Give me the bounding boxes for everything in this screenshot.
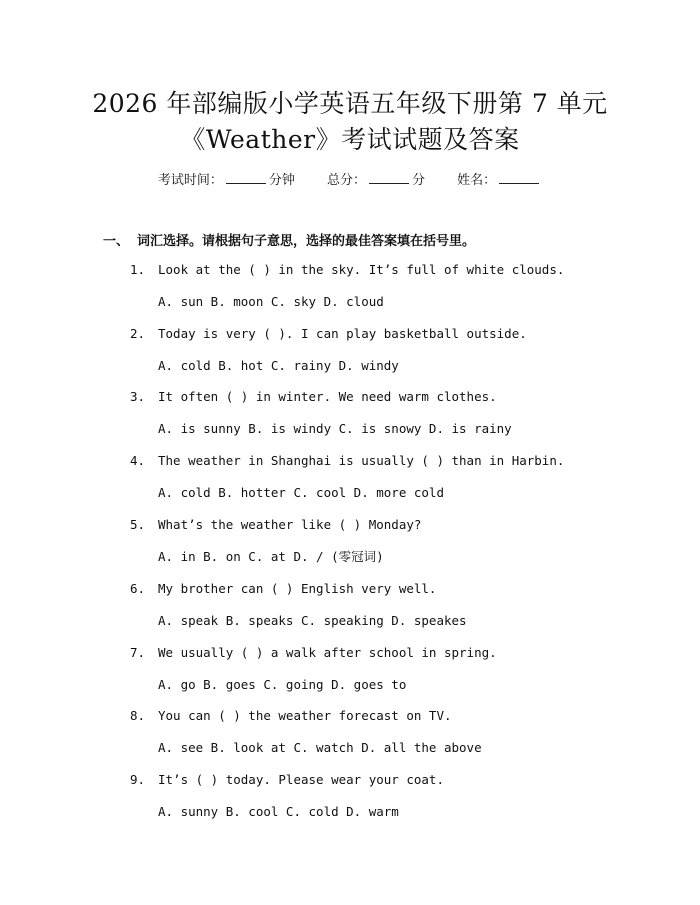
question-text: The weather in Shanghai is usually ( ) than in Harbin. [158, 453, 565, 468]
question-text: It often ( ) in winter. We need warm clothes. [158, 389, 497, 404]
exam-time-blank [226, 173, 266, 184]
question-number: 8. [130, 708, 146, 723]
question-item [130, 581, 436, 597]
question-text: My brother can ( ) English very well. [158, 581, 437, 596]
total-score-blank [369, 173, 409, 184]
section-number: 一、 [103, 234, 130, 249]
question-item [130, 645, 497, 661]
student-name-blank [499, 173, 539, 184]
question-item [130, 453, 564, 469]
answer-options: A. is sunny B. is windy C. is snowy D. is rainy [158, 421, 512, 436]
student-name-field [457, 169, 542, 188]
question-text: What’s the weather like ( ) Monday? [158, 517, 422, 532]
exam-title-line1: 2026 年部编版小学英语五年级下册第 7 单元 [92, 89, 608, 118]
exam-title-line2: 《Weather》考试试题及答案 [180, 125, 520, 154]
answer-options: A. in B. on C. at D. / (零冠词) [158, 549, 384, 564]
question-item [130, 389, 497, 405]
question-text: It’s ( ) today. Please wear your coat. [158, 772, 444, 787]
exam-time-field [158, 169, 295, 188]
total-score-unit: 分 [412, 173, 426, 188]
section-heading [103, 230, 475, 249]
section-instruction: 词汇选择。请根据句子意思，选择的最佳答案填在括号里。 [137, 234, 476, 249]
question-number: 5. [130, 517, 146, 532]
question-item [130, 708, 452, 724]
answer-options: A. cold B. hot C. rainy D. windy [158, 358, 399, 373]
answer-options: A. sunny B. cool C. cold D. warm [158, 804, 399, 819]
question-item [130, 262, 564, 278]
question-text: You can ( ) the weather forecast on TV. [158, 708, 452, 723]
question-number: 3. [130, 389, 146, 404]
question-number: 4. [130, 453, 146, 468]
total-score-field [327, 169, 425, 188]
total-score-label: 总分： [326, 173, 366, 188]
question-number: 1. [130, 262, 146, 277]
exam-meta-row [0, 169, 700, 188]
answer-options: A. speak B. speaks C. speaking D. speakes [158, 613, 467, 628]
question-text: Today is very ( ). I can play basketball outside. [158, 326, 527, 341]
question-item [130, 772, 444, 788]
answer-options: A. go B. goes C. going D. goes to [158, 677, 407, 692]
question-number: 7. [130, 645, 146, 660]
question-item [130, 517, 421, 533]
question-number: 2. [130, 326, 146, 341]
exam-time-label: 考试时间： [157, 173, 223, 188]
answer-options: A. sun B. moon C. sky D. cloud [158, 294, 384, 309]
answer-options: A. see B. look at C. watch D. all the above [158, 740, 482, 755]
answer-options: A. cold B. hotter C. cool D. more cold [158, 485, 444, 500]
question-text: Look at the ( ) in the sky. It’s full of white clouds. [158, 262, 565, 277]
question-number: 9. [130, 772, 146, 787]
question-text: We usually ( ) a walk after school in spring. [158, 645, 497, 660]
question-item [130, 326, 527, 342]
question-number: 6. [130, 581, 146, 596]
student-name-label: 姓名： [457, 173, 497, 188]
exam-time-unit: 分钟 [268, 173, 295, 188]
